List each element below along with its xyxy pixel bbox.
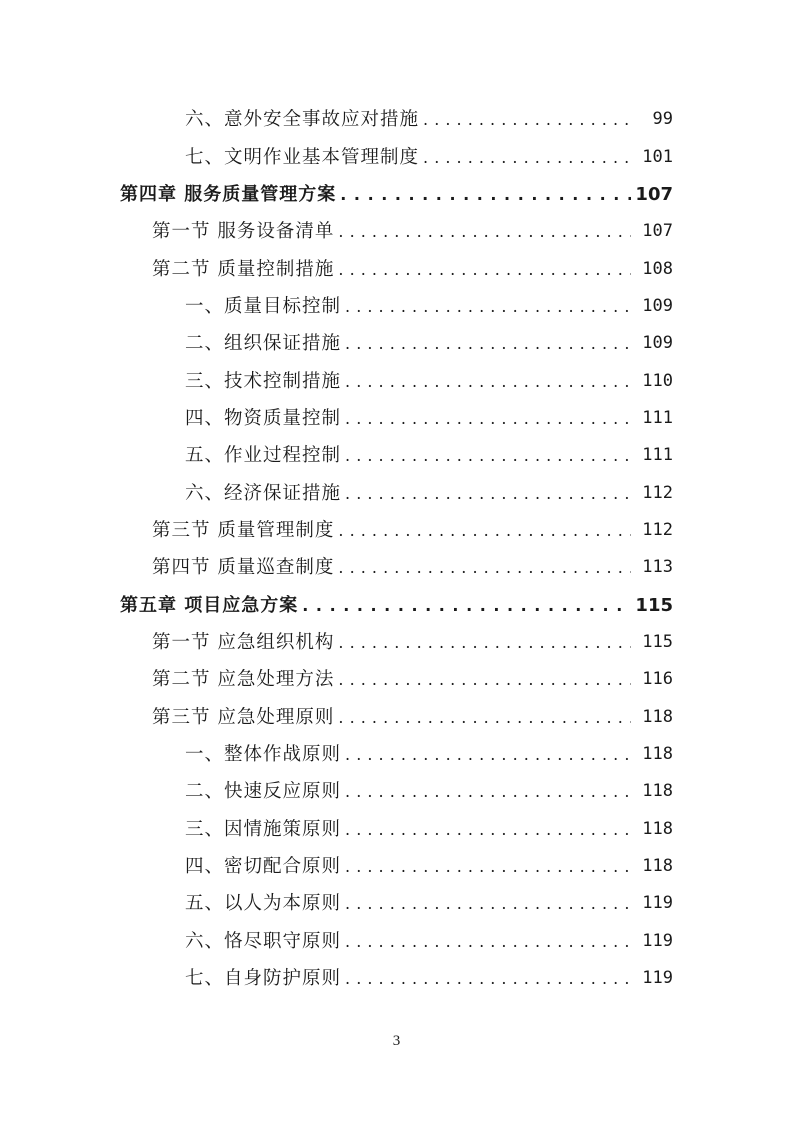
toc-entry-section[interactable] bbox=[0, 250, 793, 287]
toc-entry-title: 五、以人为本原则 bbox=[185, 893, 342, 915]
toc-entry-page-number: 110 bbox=[642, 370, 673, 391]
toc-dot-leader bbox=[345, 773, 631, 810]
toc-entry-page-number: 112 bbox=[642, 482, 673, 503]
toc-entry-page-number: 111 bbox=[642, 407, 673, 428]
toc-dot-leader bbox=[338, 251, 631, 288]
toc-entry-page-number: 111 bbox=[642, 445, 673, 466]
toc-entry-item[interactable] bbox=[0, 288, 793, 325]
toc-entry-page-number: 101 bbox=[642, 146, 673, 167]
toc-entry-page-number: 112 bbox=[642, 519, 673, 540]
toc-entry-title: 六、意外安全事故应对措施 bbox=[185, 109, 420, 131]
toc-entry-title: 五、作业过程控制 bbox=[185, 445, 342, 467]
toc-dot-leader bbox=[338, 213, 631, 250]
toc-entry-section[interactable] bbox=[0, 699, 793, 736]
toc-entry-page-number: 99 bbox=[652, 109, 673, 130]
toc-dot-leader bbox=[340, 176, 631, 213]
toc-dot-leader bbox=[338, 512, 631, 549]
toc-entry-item[interactable] bbox=[0, 474, 793, 511]
toc-entry-title: 七、文明作业基本管理制度 bbox=[185, 146, 420, 168]
toc-entry-item[interactable] bbox=[0, 400, 793, 437]
toc-entry-item[interactable] bbox=[0, 325, 793, 362]
toc-entry-item[interactable] bbox=[0, 362, 793, 399]
toc-dot-leader bbox=[345, 475, 631, 512]
page-number: 3 bbox=[392, 1033, 401, 1049]
toc-entry-item[interactable] bbox=[0, 437, 793, 474]
toc-entry-page-number: 118 bbox=[642, 744, 673, 765]
toc-entry-item[interactable] bbox=[0, 138, 793, 175]
toc-dot-leader bbox=[338, 549, 631, 586]
toc-entry-section[interactable] bbox=[0, 624, 793, 661]
toc-entry-item[interactable] bbox=[0, 101, 793, 138]
toc-entry-page-number: 118 bbox=[642, 818, 673, 839]
toc-entry-page-number: 119 bbox=[642, 968, 673, 989]
toc-entry-page-number: 118 bbox=[642, 781, 673, 802]
toc-entry-page-number: 107 bbox=[642, 221, 673, 242]
toc-dot-leader bbox=[423, 139, 631, 176]
toc-entry-title: 第四节 质量巡查制度 bbox=[152, 557, 335, 579]
toc-entry-page-number: 119 bbox=[642, 930, 673, 951]
toc-entry-title: 四、密切配合原则 bbox=[185, 856, 342, 878]
toc-entry-page-number: 115 bbox=[635, 594, 673, 616]
toc-dot-leader bbox=[345, 811, 631, 848]
toc-dot-leader bbox=[345, 400, 631, 437]
toc-dot-leader bbox=[338, 624, 631, 661]
toc-entry-title: 第二节 质量控制措施 bbox=[152, 258, 335, 280]
toc-entry-item[interactable] bbox=[0, 923, 793, 960]
toc-entry-section[interactable] bbox=[0, 512, 793, 549]
toc-entry-page-number: 115 bbox=[642, 631, 673, 652]
toc-entry-item[interactable] bbox=[0, 885, 793, 922]
toc-entry-title: 第四章 服务质量管理方案 bbox=[120, 183, 337, 205]
toc-entry-item[interactable] bbox=[0, 848, 793, 885]
toc-entry-title: 二、快速反应原则 bbox=[185, 781, 342, 803]
toc-entry-title: 第三节 质量管理制度 bbox=[152, 519, 335, 541]
toc-entry-item[interactable] bbox=[0, 811, 793, 848]
toc-entry-item[interactable] bbox=[0, 773, 793, 810]
toc-dot-leader bbox=[423, 101, 631, 138]
toc-entry-page-number: 113 bbox=[642, 557, 673, 578]
toc-entry-page-number: 109 bbox=[642, 295, 673, 316]
toc-dot-leader bbox=[345, 960, 631, 997]
toc-entry-page-number: 118 bbox=[642, 706, 673, 727]
toc-entry-title: 第一节 服务设备清单 bbox=[152, 221, 335, 243]
table-of-contents bbox=[0, 101, 793, 997]
toc-entry-chapter[interactable] bbox=[0, 176, 793, 213]
toc-entry-section[interactable] bbox=[0, 213, 793, 250]
toc-entry-title: 四、物资质量控制 bbox=[185, 407, 342, 429]
toc-entry-title: 第五章 项目应急方案 bbox=[120, 594, 299, 616]
toc-dot-leader bbox=[345, 736, 631, 773]
toc-entry-page-number: 108 bbox=[642, 258, 673, 279]
toc-entry-title: 三、技术控制措施 bbox=[185, 370, 342, 392]
toc-entry-section[interactable] bbox=[0, 549, 793, 586]
toc-entry-title: 第二节 应急处理方法 bbox=[152, 669, 335, 691]
toc-entry-title: 第一节 应急组织机构 bbox=[152, 631, 335, 653]
toc-entry-title: 七、自身防护原则 bbox=[185, 968, 342, 990]
toc-entry-title: 一、整体作战原则 bbox=[185, 744, 342, 766]
toc-entry-page-number: 119 bbox=[642, 893, 673, 914]
toc-entry-chapter[interactable] bbox=[0, 586, 793, 623]
toc-dot-leader bbox=[338, 661, 631, 698]
toc-entry-title: 六、恪尽职守原则 bbox=[185, 930, 342, 952]
toc-entry-title: 第三节 应急处理原则 bbox=[152, 706, 335, 728]
toc-entry-item[interactable] bbox=[0, 960, 793, 997]
toc-entry-item[interactable] bbox=[0, 736, 793, 773]
toc-entry-page-number: 109 bbox=[642, 333, 673, 354]
toc-dot-leader bbox=[345, 363, 631, 400]
toc-dot-leader bbox=[345, 885, 631, 922]
toc-entry-title: 三、因情施策原则 bbox=[185, 818, 342, 840]
toc-entry-title: 一、质量目标控制 bbox=[185, 295, 342, 317]
toc-entry-section[interactable] bbox=[0, 661, 793, 698]
toc-dot-leader bbox=[338, 699, 631, 736]
toc-entry-title: 二、组织保证措施 bbox=[185, 333, 342, 355]
toc-entry-page-number: 118 bbox=[642, 856, 673, 877]
toc-dot-leader bbox=[345, 923, 631, 960]
toc-entry-title: 六、经济保证措施 bbox=[185, 482, 342, 504]
toc-entry-page-number: 116 bbox=[642, 669, 673, 690]
toc-dot-leader bbox=[345, 437, 631, 474]
toc-dot-leader bbox=[345, 325, 631, 362]
toc-dot-leader bbox=[302, 587, 631, 624]
toc-entry-page-number: 107 bbox=[635, 183, 673, 205]
toc-dot-leader bbox=[345, 848, 631, 885]
toc-dot-leader bbox=[345, 288, 631, 325]
